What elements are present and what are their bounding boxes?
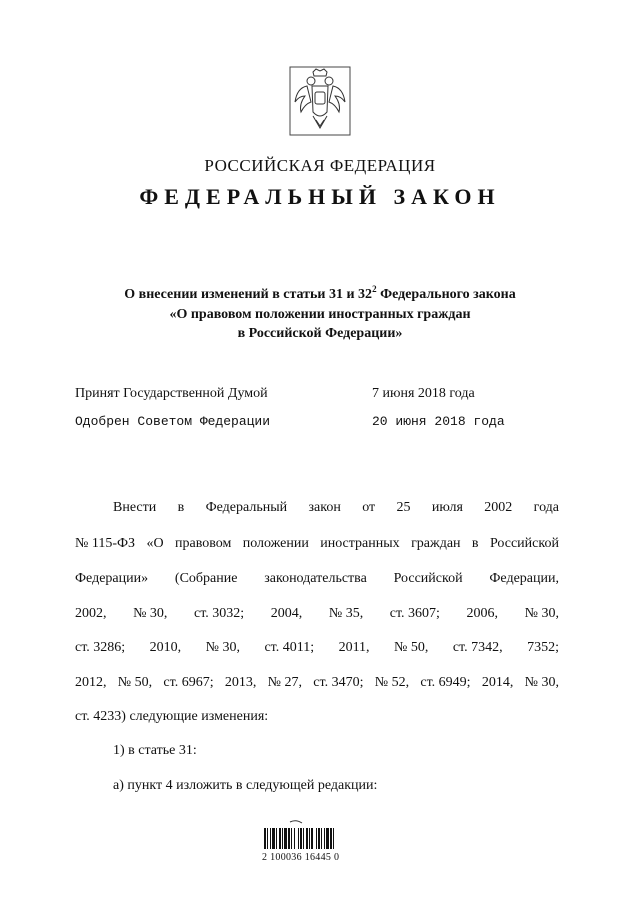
federation-council-date: 20 июня 2018 года — [372, 414, 505, 429]
superscript: 2 — [372, 284, 377, 294]
federation-council-label: Одобрен Советом Федерации — [75, 414, 271, 429]
body-line-2: № 115-ФЗ «О правовом положении иностранных граждан в Российской — [75, 536, 559, 551]
body-line-5: ст. 3286; 2010, № 30, ст. 4011; 2011, № 50, ст. 7342, 7352; — [75, 640, 559, 655]
barcode-number: 2 100036 16445 0 — [262, 852, 340, 863]
law-title-line-2: «О правовом положении иностранных граждан — [169, 307, 471, 322]
body-line-3: Федерации» (Собрание законодательства Российской Федерации, — [75, 571, 559, 586]
body-line-6: 2012, № 50, ст. 6967; 2013, № 27, ст. 3470; № 52, ст. 6949; 2014, № 30, — [75, 675, 559, 690]
law-title — [0, 285, 640, 343]
body-line-1: Внести в Федеральный закон от 25 июля 2002 года — [113, 500, 559, 515]
country-name: РОССИЙСКАЯ ФЕДЕРАЦИЯ — [204, 156, 436, 175]
coat-of-arms-icon — [289, 66, 351, 136]
duma-adoption-label: Принят Государственной Думой — [75, 386, 268, 401]
barcode-icon — [262, 820, 382, 874]
body-line-7: ст. 4233) следующие изменения: — [75, 709, 269, 724]
law-title-line-1: О внесении изменений в статьи 31 и $32^2$ Федерального закона — [124, 284, 516, 302]
document-type-heading: ФЕДЕРАЛЬНЫЙ ЗАКОН — [139, 184, 501, 209]
body-line-4: 2002, № 30, ст. 3032; 2004, № 35, ст. 3607; 2006, № 30, — [75, 606, 559, 621]
list-item-1: 1) в статье 31: — [113, 743, 197, 758]
duma-adoption-date: 7 июня 2018 года — [372, 386, 475, 401]
list-item-a: а) пункт 4 изложить в следующей редакции: — [113, 778, 378, 793]
law-title-line-3: в Российской Федерации» — [237, 326, 403, 341]
